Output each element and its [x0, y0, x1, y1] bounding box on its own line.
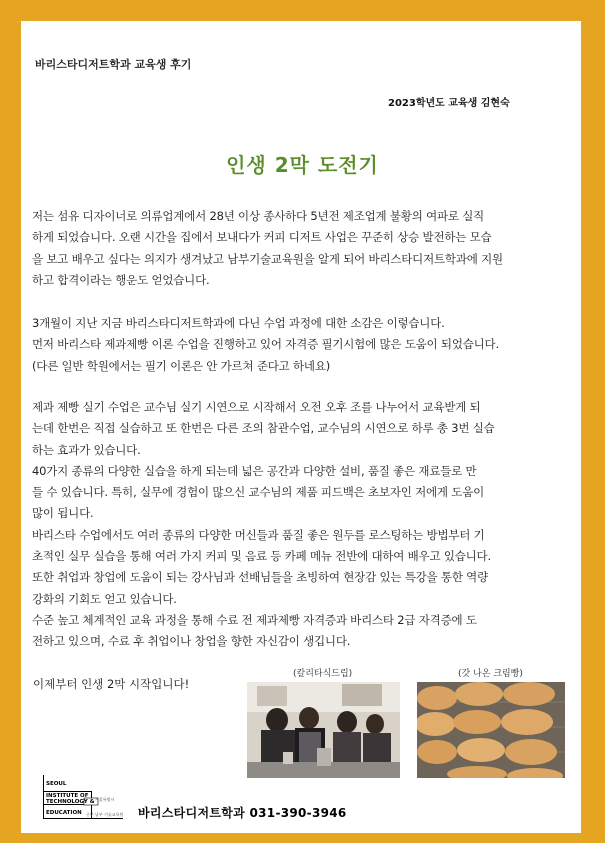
text-line: 40가지 종류의 다양한 실습을 하게 되는데 넓은 공간과 다양한 설비, 품질 좋은 재료들로 만 [32, 463, 477, 478]
text-line: 수준 높고 체계적인 교육 과정을 통해 수료 전 제과제빵 자격증과 바리스타 2급 자격증에 도 [32, 612, 477, 627]
text-line: 저는 섬유 디자이너로 의류업계에서 28년 이상 종사하다 5년전 제조업계 불황의 여파로 실직 [32, 209, 485, 223]
text-line: 전하고 있으며, 수료 후 취업이나 창업을 향한 자신감이 생깁니다. [32, 634, 351, 649]
logo-line-3: TECHNOLOGY & [46, 799, 95, 805]
cream-bun-image [417, 682, 565, 778]
footer-contact: 바리스타디저트학과 031-390-3946 [138, 806, 347, 820]
text-line: 하고 합격이라는 행운도 얻었습니다. [32, 272, 210, 287]
text-line: 는데 한번은 직접 실습하고 또 한번은 다른 조의 참관수업, 교수님의 시연으로 하루 총 3번 실습 [32, 421, 495, 436]
photo-caption-right: (갓 나온 크림빵) [458, 669, 523, 679]
coffee-class-image [247, 682, 400, 778]
text-line: 먼저 바리스타 제과제빵 이론 수업을 진행하고 있어 자격증 필기시험에 많은 도움이 되었습니다. [32, 337, 499, 352]
logo-sub-2: 중부 남부 기술교육원 [86, 812, 124, 817]
text-line: (다른 일반 학원에서는 필기 이론은 안 가르쳐 준다고 하네요) [32, 358, 331, 373]
text-line: 들 수 있습니다. 특히, 실무에 경험이 많으신 교수님의 제품 피드백은 초보자인 저에게 도움이 [32, 485, 485, 500]
logo-line-4: EDUCATION [46, 810, 82, 816]
closing-line: 이제부터 인생 2막 시작입니다! [33, 677, 190, 691]
header-title: 바리스타디저트학과 교육생 후기 [35, 58, 192, 71]
text-line: 3개월이 지난 지금 바리스타디저트학과에 다닌 수업 과정에 대한 소감은 이렇습니다. [32, 316, 445, 330]
institute-logo [31, 771, 129, 823]
article-title: 인생 2막 도전기 [226, 153, 379, 177]
text-line: 제과 제빵 실기 수업은 교수님 실기 시연으로 시작해서 오전 오후 조를 나누어서 교육받게 되 [32, 400, 481, 414]
paragraph-3 [32, 397, 574, 653]
paragraph-2 [32, 313, 574, 377]
paragraph-1 [32, 206, 574, 291]
text-line: 초적인 실무 실습을 통해 여러 가지 커피 및 음료 등 카페 메뉴 전반에 대하여 배우고 있습니다. [32, 549, 491, 564]
logo-line-1: SEOUL [46, 781, 67, 787]
logo-sub-1: 서울특별시 [95, 797, 115, 802]
cream-bun-photo [417, 682, 565, 778]
text-line: 을 보고 배우고 싶다는 의지가 생겨났고 남부기술교육원을 알게 되어 바리스타디저트학과에 지원 [32, 251, 503, 266]
photo-caption-left: (칼리타식드립) [293, 669, 353, 679]
author-line: 2023학년도 교육생 김현숙 [388, 98, 510, 109]
logo-line-2: INSTITUTE OF [46, 793, 89, 799]
text-line: 또한 취업과 창업에 도움이 되는 강사님과 선배님들을 초빙하여 현장감 있는 특강을 통한 역량 [32, 570, 489, 585]
text-line: 바리스타 수업에서도 여러 종류의 다양한 머신들과 품질 좋은 원두를 로스팅하는 방법부터 기 [32, 527, 485, 542]
text-line: 많이 됩니다. [32, 506, 94, 521]
text-line: 강화의 기회도 얻고 있습니다. [32, 591, 177, 606]
coffee-class-photo [247, 682, 400, 778]
text-line: 하게 되었습니다. 오랜 시간을 집에서 보내다가 커피 디저트 사업은 꾸준히 상승 발전하는 모습 [32, 230, 492, 245]
text-line: 하는 효과가 있습니다. [32, 442, 141, 457]
